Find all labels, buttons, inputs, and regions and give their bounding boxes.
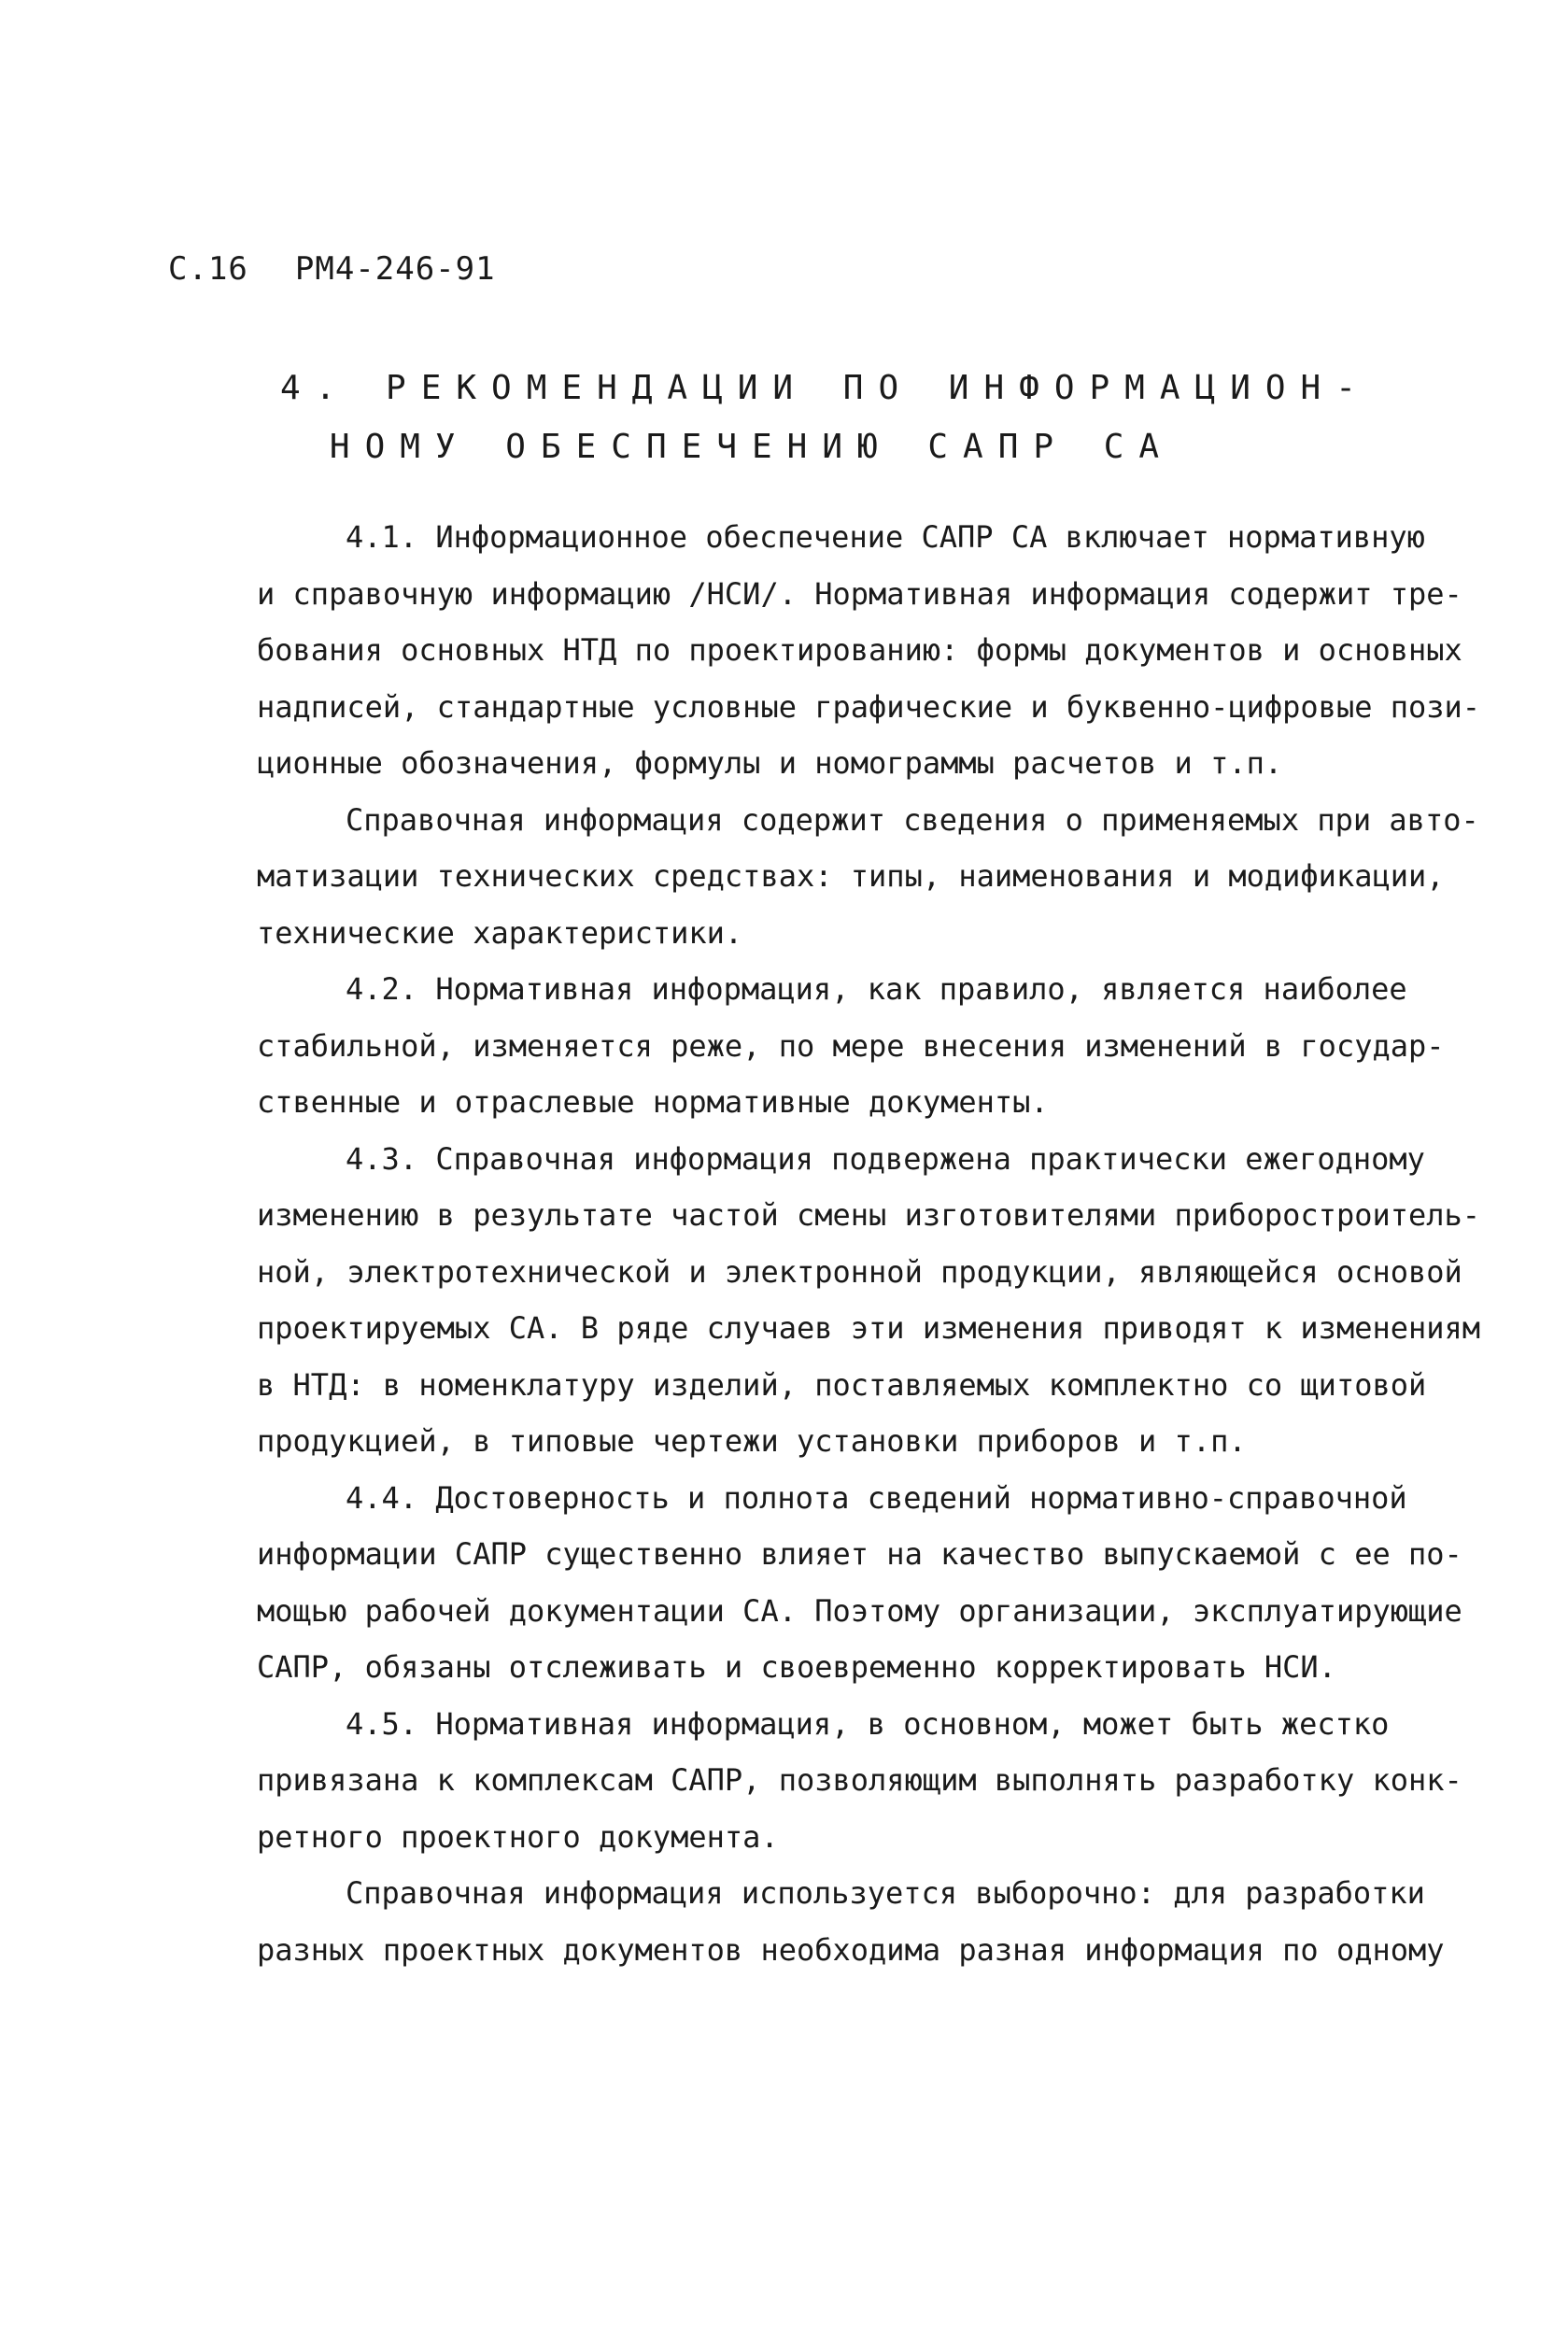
page-header bbox=[168, 250, 496, 288]
paragraph-4-5 bbox=[168, 1696, 1462, 1866]
text-line: изменению в результате частой смены изготовителями приборостроитель- bbox=[257, 1197, 1481, 1233]
text-line: 4.2. Нормативная информация, как правило, является наиболее bbox=[346, 971, 1407, 1007]
text-line: стабильной, изменяется реже, по мере внесения изменений в государ- bbox=[257, 1027, 1445, 1064]
paragraph-4-3 bbox=[168, 1131, 1481, 1470]
paragraph-reference-info bbox=[168, 792, 1479, 962]
text-line: разных проектных документов необходима разная информация по одному bbox=[257, 1931, 1445, 1968]
text-line: информации САПР существенно влияет на качество выпускаемой с ее по- bbox=[257, 1536, 1462, 1572]
text-line: Справочная информация содержит сведения о применяемых при авто- bbox=[346, 801, 1479, 838]
paragraph-4-1 bbox=[168, 509, 1481, 792]
text-line: ной, электротехнической и электронной продукции, являющейся основой bbox=[257, 1253, 1462, 1290]
section-heading-line-2: НОМУ ОБЕСПЕЧЕНИЮ САПР СА bbox=[329, 428, 1175, 466]
paragraph-4-4 bbox=[168, 1470, 1462, 1696]
text-line: мощью рабочей документации СА. Поэтому организации, эксплуатирующие bbox=[257, 1592, 1462, 1629]
text-line: в НТД: в номенклатуру изделий, поставляемых комплектно со щитовой bbox=[257, 1366, 1427, 1403]
text-line: привязана к комплексам САПР, позволяющим выполнять разработку конк- bbox=[257, 1762, 1462, 1798]
paragraph-reference-usage bbox=[168, 1865, 1445, 1978]
text-line: проектируемых СА. В ряде случаев эти изменения приводят к изменениям bbox=[257, 1310, 1481, 1346]
text-line: 4.3. Справочная информация подвержена практически ежегодному bbox=[346, 1140, 1425, 1177]
text-line: продукцией, в типовые чертежи установки приборов и т.п. bbox=[257, 1423, 1247, 1459]
document-number: РМ4-246-91 bbox=[294, 250, 496, 288]
text-line: надписей, стандартные условные графические и буквенно-цифровые пози- bbox=[257, 688, 1481, 725]
text-line: Справочная информация используется выборочно: для разработки bbox=[346, 1875, 1425, 1911]
text-line: и справочную информацию /НСИ/. Нормативная информация содержит тре- bbox=[257, 575, 1462, 612]
text-line: ственные и отраслевые нормативные документы. bbox=[257, 1084, 1049, 1120]
text-line: САПР, обязаны отслеживать и своевременно корректировать НСИ. bbox=[257, 1649, 1336, 1685]
text-line: 4.1. Информационное обеспечение САПР СА включает нормативную bbox=[346, 519, 1425, 555]
section-heading-line-1: 4. РЕКОМЕНДАЦИИ ПО ИНФОРМАЦИОН- bbox=[280, 369, 1371, 407]
text-line: матизации технических средствах: типы, наименования и модификации, bbox=[257, 858, 1445, 894]
body-text bbox=[168, 509, 1481, 1978]
text-line: ционные обозначения, формулы и номограммы расчетов и т.п. bbox=[257, 745, 1283, 781]
page-number: С.16 bbox=[168, 250, 248, 288]
text-line: бования основных НТД по проектированию: формы документов и основных bbox=[257, 632, 1462, 668]
text-line: технические характеристики. bbox=[257, 914, 743, 951]
text-line: ретного проектного документа. bbox=[257, 1818, 779, 1855]
text-line: 4.5. Нормативная информация, в основном, может быть жестко bbox=[346, 1705, 1390, 1742]
paragraph-4-2 bbox=[168, 961, 1445, 1131]
text-line: 4.4. Достоверность и полнота сведений нормативно-справочной bbox=[346, 1479, 1407, 1516]
